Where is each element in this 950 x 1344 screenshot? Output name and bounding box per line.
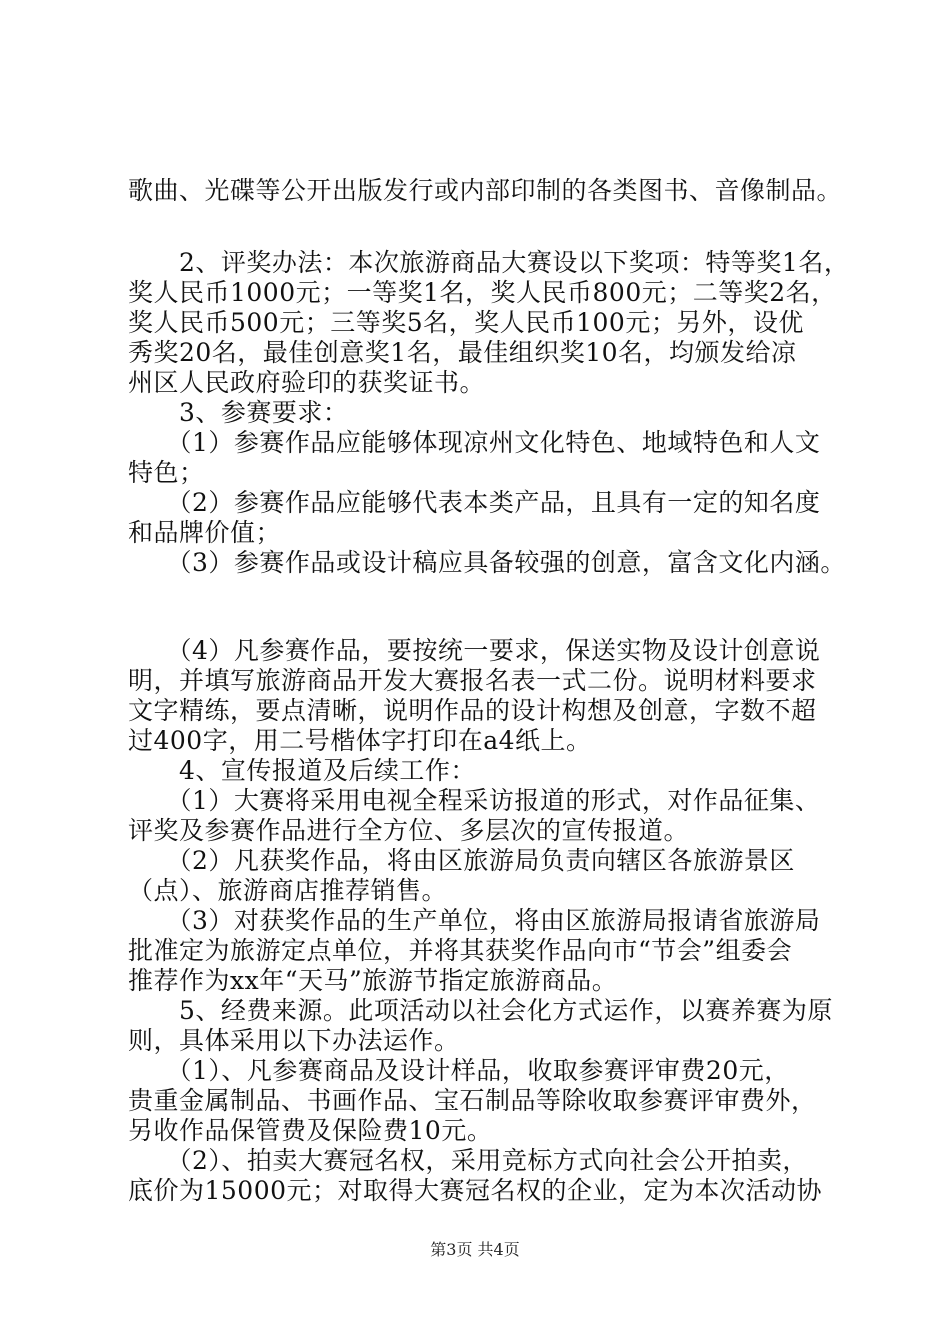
body-text-line: 奖人民币1000元；一等奖1名，奖人民币800元；二等奖2名， <box>128 278 837 307</box>
body-text-line: （1）大赛将采用电视全程采访报道的形式，对作品征集、 <box>128 786 821 815</box>
section-heading: 4、宣传报道及后续工作： <box>128 756 476 785</box>
body-text-line: 奖人民币500元；三等奖5名，奖人民币100元；另外，设优 <box>128 308 804 337</box>
body-text-line: 2、评奖办法：本次旅游商品大赛设以下奖项：特等奖1名， <box>128 248 850 277</box>
body-text-line: （点）、旅游商店推荐销售。 <box>128 876 448 905</box>
body-text-line: （3）对获奖作品的生产单位，将由区旅游局报请省旅游局 <box>128 906 821 935</box>
body-text-line: 秀奖20名，最佳创意奖1名，最佳组织奖10名，均颁发给凉 <box>128 338 797 367</box>
body-text-line: （2）凡获奖作品，将由区旅游局负责向辖区各旅游景区 <box>128 846 795 875</box>
body-text-line: 推荐作为xx年“天马”旅游节指定旅游商品。 <box>128 966 618 995</box>
body-text-line: 底价为15000元；对取得大赛冠名权的企业，定为本次活动协 <box>128 1176 823 1205</box>
body-text-line: 评奖及参赛作品进行全方位、多层次的宣传报道。 <box>128 816 690 845</box>
body-text-line: 过400字，用二号楷体字打印在a4纸上。 <box>128 726 592 755</box>
body-text-line: 歌曲、光碟等公开出版发行或内部印制的各类图书、音像制品。 <box>128 176 843 205</box>
body-text-line: （2）、拍卖大赛冠名权，采用竞标方式向社会公开拍卖， <box>128 1146 808 1175</box>
section-heading: 3、参赛要求： <box>128 398 349 427</box>
body-text-line: 另收作品保管费及保险费10元。 <box>128 1116 493 1145</box>
body-text-line: 特色； <box>128 458 205 487</box>
body-text-line: （1）参赛作品应能够体现凉州文化特色、地域特色和人文 <box>128 428 821 457</box>
body-text-line: 明，并填写旅游商品开发大赛报名表一式二份。说明材料要求 <box>128 666 817 695</box>
body-text-line: 批准定为旅游定点单位，并将其获奖作品向市“节会”组委会 <box>128 936 793 965</box>
body-text-line: （1）、凡参赛商品及设计样品，收取参赛评审费20元， <box>128 1056 790 1085</box>
body-text-line: 贵重金属制品、书画作品、宝石制品等除收取参赛评审费外， <box>128 1086 817 1115</box>
body-text-line: （2）参赛作品应能够代表本类产品，且具有一定的知名度 <box>128 488 821 517</box>
page-number-footer: 第3页 共4页 <box>430 1240 520 1259</box>
body-text-line: （4）凡参赛作品，要按统一要求，保送实物及设计创意说 <box>128 636 821 665</box>
body-text-line: 则，具体采用以下办法运作。 <box>128 1026 460 1055</box>
body-text-line: 州区人民政府验印的获奖证书。 <box>128 368 486 397</box>
body-text-line: 和品牌价值； <box>128 518 282 547</box>
body-text-line: 文字精练，要点清晰，说明作品的设计构想及创意，字数不超 <box>128 696 817 725</box>
section-heading: 5、经费来源。此项活动以社会化方式运作，以赛养赛为原 <box>128 996 833 1025</box>
body-text-line: （3）参赛作品或设计稿应具备较强的创意，富含文化内涵。 <box>128 548 846 577</box>
